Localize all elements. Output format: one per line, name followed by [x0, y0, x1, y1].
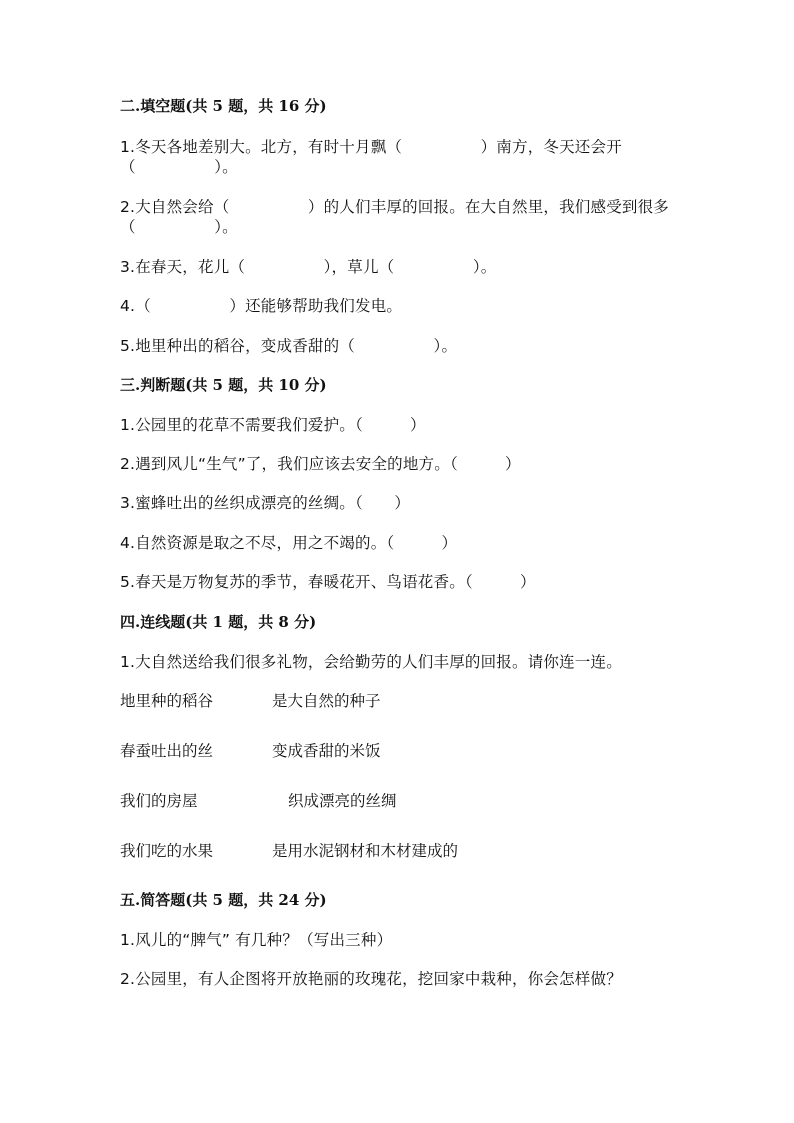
matching-right-item: 织成漂亮的丝绸: [288, 792, 397, 810]
fill-in-q4: 4.（ ）还能够帮助我们发电。: [120, 297, 403, 315]
fill-in-q2-line2: （ ）。: [120, 218, 238, 236]
fill-in-q5: 5.地里种出的稻谷，变成香甜的（ ）。: [120, 337, 458, 355]
true-false-q5: 5.春天是万物复苏的季节，春暖花开、鸟语花香。（ ）: [120, 573, 536, 591]
matching-right-item: 是用水泥钢材和木材建成的: [272, 842, 459, 860]
fill-in-q1-line1: 1.冬天各地差别大。北方，有时十月飘（ ）南方，冬天还会开: [120, 138, 622, 156]
fill-in-q2-line1: 2.大自然会给（ ）的人们丰厚的回报。在大自然里，我们感受到很多: [120, 198, 669, 216]
short-answer-heading: 五.简答题(共 5 题，共 24 分): [120, 891, 327, 909]
true-false-q2: 2.遇到风儿“生气”了，我们应该去安全的地方。（ ）: [120, 455, 521, 473]
matching-right-item: 变成香甜的米饭: [272, 742, 381, 760]
matching-left-item: 我们的房屋: [120, 792, 198, 810]
matching-left-item: 春蚕吐出的丝: [120, 742, 214, 760]
matching-left-item: 地里种的稻谷: [120, 692, 214, 710]
true-false-q1: 1.公园里的花草不需要我们爱护。（ ）: [120, 416, 426, 434]
true-false-q3: 3.蜜蜂吐出的丝织成漂亮的丝绸。（ ）: [120, 494, 411, 512]
fill-in-q1-line2: （ ）。: [120, 158, 238, 176]
matching-q1: 1.大自然送给我们很多礼物，会给勤劳的人们丰厚的回报。请你连一连。: [120, 653, 622, 671]
matching-left-item: 我们吃的水果: [120, 842, 214, 860]
short-answer-q1: 1.风儿的“脾气” 有几种？（写出三种）: [120, 931, 393, 949]
true-false-heading: 三.判断题(共 5 题，共 10 分): [120, 376, 327, 394]
matching-right-item: 是大自然的种子: [272, 692, 381, 710]
matching-heading: 四.连线题(共 1 题，共 8 分): [120, 613, 317, 631]
true-false-q4: 4.自然资源是取之不尽，用之不竭的。（ ）: [120, 534, 458, 552]
fill-in-heading: 二.填空题(共 5 题，共 16 分): [120, 97, 327, 115]
fill-in-q3: 3.在春天，花儿（ ），草儿（ ）。: [120, 258, 497, 276]
short-answer-q2: 2.公园里，有人企图将开放艳丽的玫瑰花，挖回家中栽种，你会怎样做？: [120, 970, 622, 988]
